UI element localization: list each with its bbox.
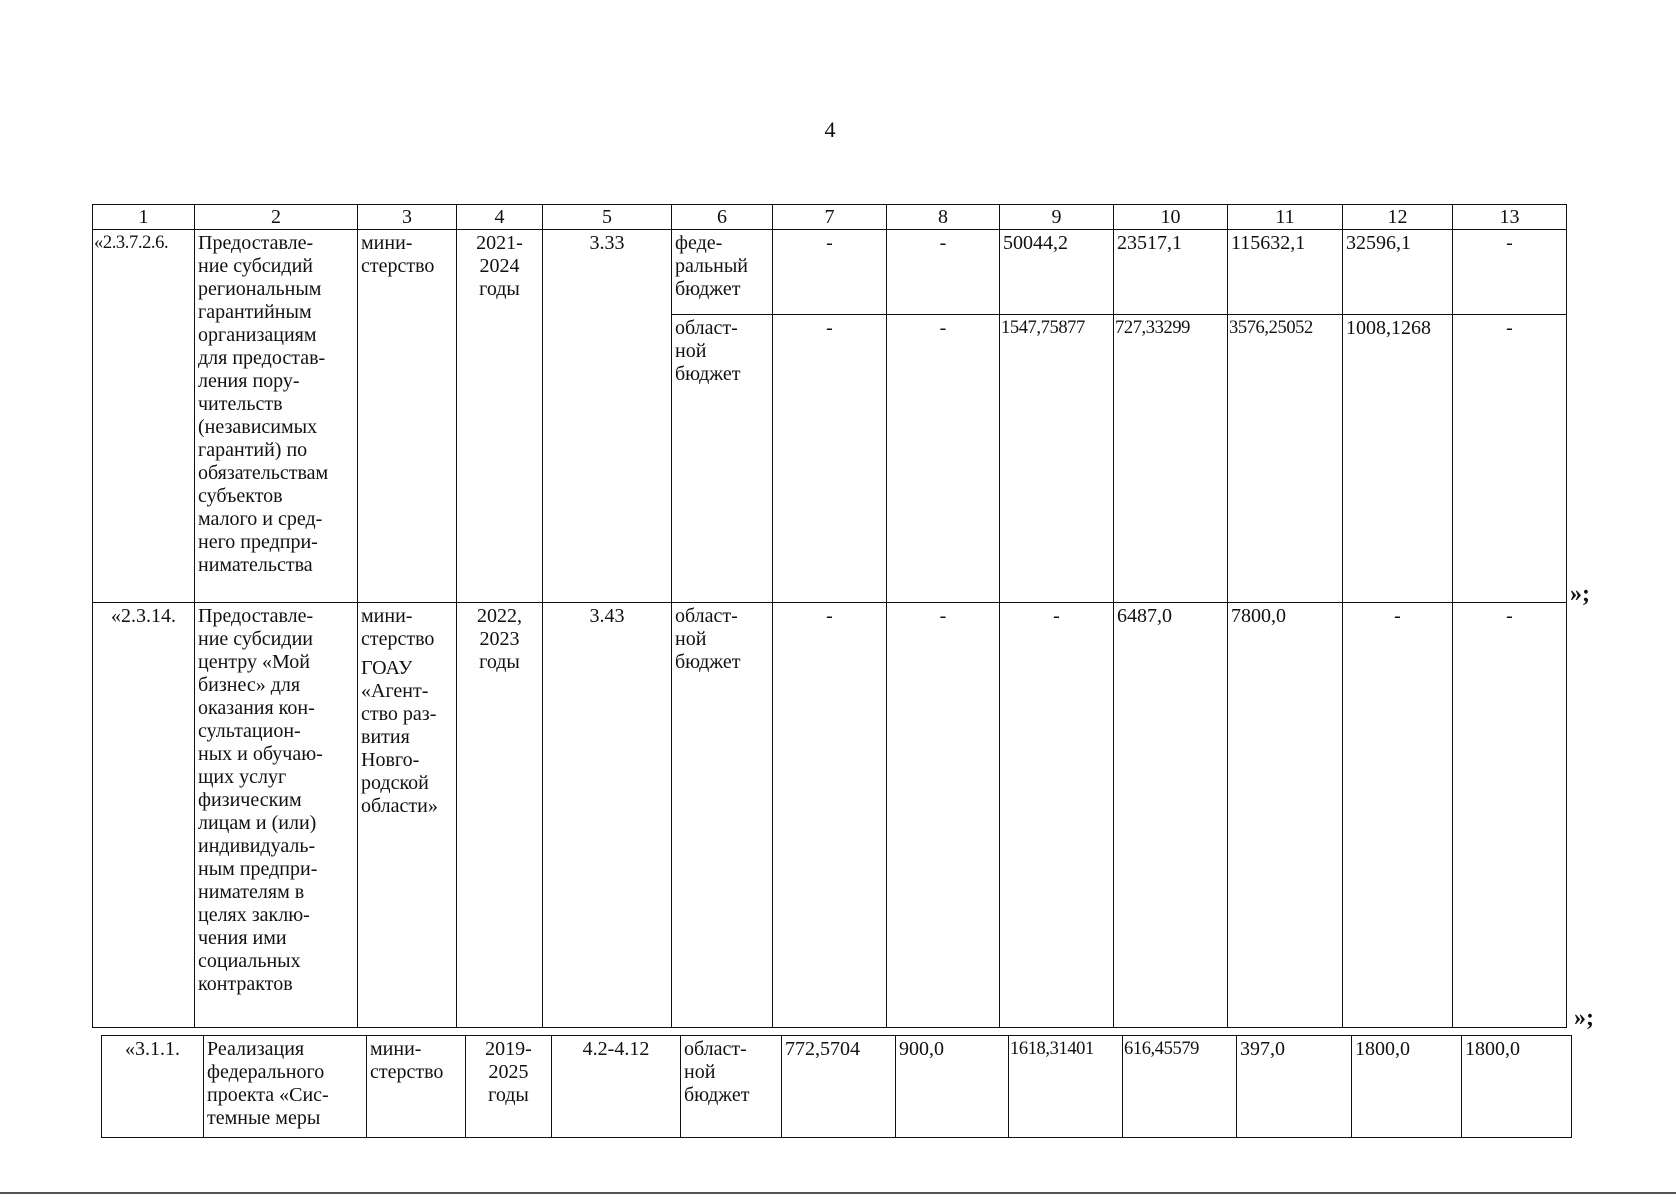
amount-cell: 772,5704 [782, 1036, 896, 1138]
column-header: 11 [1228, 205, 1343, 230]
closing-quote-mark: »; [1570, 581, 1590, 607]
table-row [93, 603, 1567, 1028]
amount-cell: 900,0 [896, 1036, 1009, 1138]
target-indicator: 4.2-4.12 [552, 1036, 681, 1138]
amount-cell: - [1000, 603, 1114, 1028]
amount-cell: 115632,1 [1228, 230, 1343, 315]
column-header: 3 [358, 205, 457, 230]
column-header: 4 [457, 205, 543, 230]
amount-cell: 1547,75877 [1000, 315, 1114, 603]
executor: мини- стерство [367, 1036, 466, 1138]
column-number-header-row [93, 205, 1567, 230]
executor-ministry: мини- стерство [361, 605, 435, 650]
column-header: 10 [1114, 205, 1228, 230]
amount-cell: 1800,0 [1462, 1036, 1572, 1138]
column-header: 12 [1343, 205, 1453, 230]
column-header: 8 [887, 205, 1000, 230]
column-header: 1 [93, 205, 195, 230]
amount-cell: 50044,2 [1000, 230, 1114, 315]
amount-cell: - [887, 603, 1000, 1028]
page-number: 4 [824, 117, 836, 142]
amount-cell: 397,0 [1237, 1036, 1352, 1138]
page-divider-line [0, 1192, 1676, 1194]
funding-source: област- ной бюджет [681, 1036, 782, 1138]
implementation-period: 2019- 2025 годы [466, 1036, 552, 1138]
amount-cell: 7800,0 [1228, 603, 1343, 1028]
amount-cell: 1008,1268 [1343, 315, 1453, 603]
measure-name: Предоставле- ние субсидии центру «Мой бизнес» для оказания кон- сультацион- ных и обучаю- щих услуг физическим лицам и (или) индивидуаль- ным предпри- нимателям в целях заклю- чения ими социальных контрактов [195, 603, 358, 1028]
column-header: 9 [1000, 205, 1114, 230]
amount-cell: 1618,31401 [1009, 1036, 1123, 1138]
amount-cell: 3576,25052 [1228, 315, 1343, 603]
program-table-part-1 [92, 204, 1567, 1028]
row-code: «2.3.7.2.6. [93, 230, 195, 603]
executor: мини- стерство [358, 230, 457, 603]
amount-cell: - [1453, 230, 1567, 315]
executor [358, 603, 457, 1028]
table-row [93, 230, 1567, 315]
program-table-part-2 [101, 1035, 1572, 1138]
amount-cell: - [1453, 603, 1567, 1028]
implementation-period: 2021- 2024 годы [457, 230, 543, 603]
amount-cell: - [773, 315, 887, 603]
amount-cell: 23517,1 [1114, 230, 1228, 315]
funding-source: област- ной бюджет [672, 603, 773, 1028]
amount-cell: - [773, 230, 887, 315]
measure-name: Реализация федерального проекта «Сис- темные меры [204, 1036, 367, 1138]
amount-cell: - [773, 603, 887, 1028]
row-code: «2.3.14. [93, 603, 195, 1028]
amount-cell: - [1343, 603, 1453, 1028]
amount-cell: 616,45579 [1123, 1036, 1237, 1138]
funding-source: феде- ральный бюджет [672, 230, 773, 315]
amount-cell: - [887, 230, 1000, 315]
amount-cell: 32596,1 [1343, 230, 1453, 315]
funding-source: област- ной бюджет [672, 315, 773, 603]
row-code: «3.1.1. [102, 1036, 204, 1138]
target-indicator: 3.33 [543, 230, 672, 603]
amount-cell: 6487,0 [1114, 603, 1228, 1028]
implementation-period: 2022, 2023 годы [457, 603, 543, 1028]
amount-cell: 1800,0 [1352, 1036, 1462, 1138]
measure-name: Предоставле- ние субсидий региональным гарантийным организациям для предостав- ления пору- чительств (независимых гарантий) по обязательствам субъектов малого и сред- него предпри- нимательства [195, 230, 358, 603]
closing-quote-mark: »; [1574, 1005, 1594, 1031]
column-header: 7 [773, 205, 887, 230]
column-header: 6 [672, 205, 773, 230]
amount-cell: - [1453, 315, 1567, 603]
amount-cell: - [887, 315, 1000, 603]
target-indicator: 3.43 [543, 603, 672, 1028]
column-header: 13 [1453, 205, 1567, 230]
amount-cell: 727,33299 [1114, 315, 1228, 603]
column-header: 2 [195, 205, 358, 230]
column-header: 5 [543, 205, 672, 230]
executor-agency: ГОАУ «Агент- ство раз- вития Новго- родской области» [361, 657, 438, 817]
table-row [102, 1036, 1572, 1138]
